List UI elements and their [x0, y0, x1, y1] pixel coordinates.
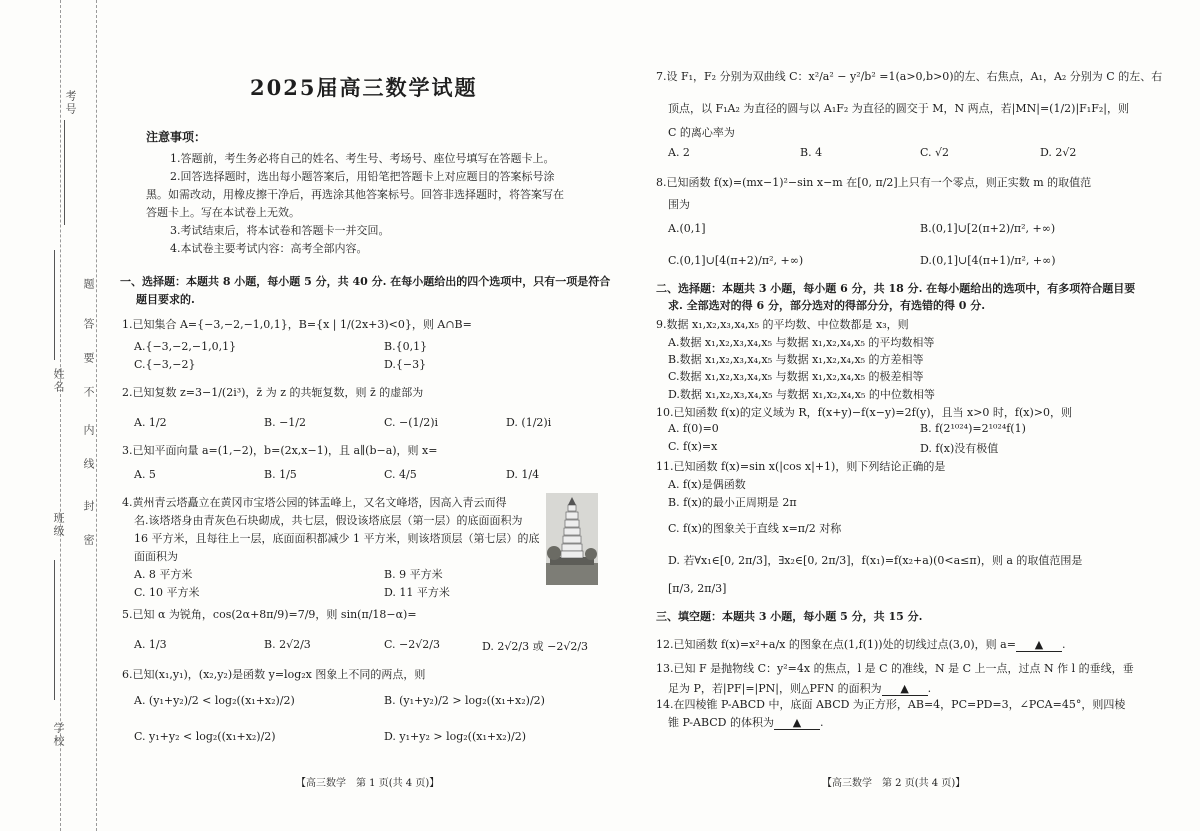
cut-line-inner	[96, 0, 97, 831]
q7-line-2: 顶点，以 F₁A₂ 为直径的圆与以 A₁F₂ 为直径的圆交于 M，N 两点，若|MN|=(1/2)|F₁F₂|，则	[668, 102, 1129, 115]
q2-option-c: C. −(1/2)i	[384, 416, 439, 429]
q14-line-2: 锥 P-ABCD 的体积为 ▲ .	[668, 716, 824, 729]
q3-option-b: B. 1/5	[264, 468, 297, 481]
q10-option-c: C. f(x)=x	[668, 440, 718, 453]
exam-title: 2025届高三数学试题	[250, 75, 478, 100]
note-line-3: 黑。如需改动，用橡皮擦干净后，再选涂其他答案标号。回答非选择题时，将答案写在	[146, 188, 564, 201]
q4-line-3: 16 平方米，且每往上一层，底面面积都减少 1 平方米，则该塔顶层（第七层）的底	[134, 532, 540, 545]
q2-stem: 2.已知复数 z=3−1/(2i³)，z̄ 为 z 的共轭复数，则 z̄ 的虚部为	[122, 386, 424, 399]
q13-line-1: 13.已知 F 是抛物线 C：y²=4x 的焦点，l 是 C 的准线，N 是 C 上一点，过点 N 作 l 的垂线，垂	[656, 662, 1134, 675]
triangle-icon: ▲	[900, 682, 909, 695]
label-kaohao: 考号	[64, 90, 77, 116]
note-line-1: 1.答题前，考生务必将自己的姓名、考生号、考场号、座位号填写在答题卡上。	[170, 152, 555, 165]
q4-option-a: A. 8 平方米	[134, 568, 193, 581]
label-xuexiao: 学校	[52, 722, 65, 748]
q7-option-c: C. √2	[920, 146, 950, 159]
section-2-heading: 二、选择题：本题共 3 小题，每小题 6 分，共 18 分. 在每小题给出的选项中，有多项符合题目要	[656, 282, 1136, 295]
section-2-heading-cont: 求. 全部选对的得 6 分，部分选对的得部分分，有选错的得 0 分.	[668, 299, 986, 312]
q3-stem: 3.已知平面向量 a=(1,−2)，b=(2x,x−1)，且 a∥(b−a)，则 x=	[122, 444, 438, 457]
q14-answer-blank	[774, 716, 820, 730]
q9-option-c: C.数据 x₁,x₂,x₃,x₄,x₅ 与数据 x₁,x₂,x₄,x₅ 的极差相等	[668, 370, 924, 383]
q12: 12.已知函数 f(x)=x²+a/x 的图象在点(1,f(1))处的切线过点(3,0)，则 a= ▲ .	[656, 638, 1066, 651]
kaohao-line	[64, 120, 65, 225]
q12-text: 12.已知函数 f(x)=x²+a/x 的图象在点(1,f(1))处的切线过点(3,0)，则 a=	[656, 638, 1016, 651]
q1-option-d: D.{−3}	[384, 358, 427, 371]
triangle-icon: ▲	[792, 716, 802, 729]
q6-option-c: C. y₁+y₂ < log₂((x₁+x₂)/2)	[134, 730, 276, 743]
q6-option-b: B. (y₁+y₂)/2 > log₂((x₁+x₂)/2)	[384, 694, 545, 707]
q11-stem: 11.已知函数 f(x)=sin x(|cos x|+1)，则下列结论正确的是	[656, 460, 946, 473]
q8-line-1: 8.已知函数 f(x)=(mx−1)²−sin x−m 在[0, π/2]上只有一个零点，则正实数 m 的取值范	[656, 176, 1092, 189]
q14-text: 锥 P-ABCD 的体积为	[668, 716, 774, 729]
q8-option-d: D.(0,1]∪[4(π+1)/π², +∞)	[920, 254, 1056, 267]
note-line-4: 答题卡上。写在本试卷上无效。	[146, 206, 300, 219]
q13-text: 足为 P，若|PF|=|PN|，则△PFN 的面积为	[668, 682, 882, 695]
q4-option-b: B. 9 平方米	[384, 568, 443, 581]
seal-word-2: 答	[82, 318, 95, 331]
q1-stem: 1.已知集合 A={−3,−2,−1,0,1}，B={x | 1/(2x+3)<0}，则 A∩B=	[122, 318, 472, 331]
q5-option-a: A. 1/3	[134, 638, 167, 651]
q1-option-a: A.{−3,−2,−1,0,1}	[134, 340, 237, 353]
section-1-heading-cont: 题目要求的.	[136, 293, 195, 306]
q8-line-2: 围为	[668, 198, 690, 211]
q4-option-d: D. 11 平方米	[384, 586, 450, 599]
q9-option-a: A.数据 x₁,x₂,x₃,x₄,x₅ 与数据 x₁,x₂,x₄,x₅ 的平均数相等	[668, 336, 935, 349]
label-xingming: 姓名	[52, 368, 65, 394]
q13-answer-blank	[882, 682, 928, 696]
q13-line-2: 足为 P，若|PF|=|PN|，则△PFN 的面积为 ▲ .	[668, 682, 932, 695]
q9-stem: 9.数据 x₁,x₂,x₃,x₄,x₅ 的平均数、中位数都是 x₃，则	[656, 318, 909, 331]
q2-option-a: A. 1/2	[134, 416, 167, 429]
q8-option-c: C.(0,1]∪[4(π+2)/π², +∞)	[668, 254, 804, 267]
q7-option-a: A. 2	[668, 146, 690, 159]
q3-option-a: A. 5	[134, 468, 156, 481]
seal-word-5: 内	[82, 424, 95, 437]
q4-option-c: C. 10 平方米	[134, 586, 200, 599]
binding-margin	[0, 0, 110, 831]
q10-stem: 10.已知函数 f(x)的定义域为 R，f(x+y)−f(x−y)=2f(y)，且当 x>0 时，f(x)>0，则	[656, 406, 1072, 419]
pagoda-photo	[546, 493, 598, 585]
q3-option-d: D. 1/4	[506, 468, 540, 481]
q9-option-b: B.数据 x₁,x₂,x₃,x₄,x₅ 与数据 x₁,x₂,x₄,x₅ 的方差相等	[668, 353, 924, 366]
q7-line-3: C 的离心率为	[668, 126, 735, 139]
q6-option-a: A. (y₁+y₂)/2 < log₂((x₁+x₂)/2)	[134, 694, 295, 707]
note-line-5: 3.考试结束后，将本试卷和答题卡一并交回。	[170, 224, 390, 237]
seal-word-8: 密	[82, 534, 95, 547]
notes-heading: 注意事项：	[146, 130, 207, 144]
seal-word-4: 不	[82, 386, 95, 399]
q5-option-d: D. 2√2/3 或 −2√2/3	[482, 640, 589, 653]
cut-line-outer	[60, 0, 61, 831]
q2-option-b: B. −1/2	[264, 416, 306, 429]
q2-option-d: D. (1/2)i	[506, 416, 552, 429]
triangle-icon: ▲	[1034, 638, 1044, 651]
q10-option-d: D. f(x)没有极值	[920, 442, 999, 455]
q7-option-d: D. 2√2	[1040, 146, 1077, 159]
q5-stem: 5.已知 α 为锐角，cos(2α+8π/9)=7/9，则 sin(π/18−α)=	[122, 608, 417, 621]
q8-option-a: A.(0,1]	[668, 222, 706, 235]
q4-line-4: 面面积为	[134, 550, 178, 563]
q11-option-d: D. 若∀x₁∈[0, 2π/3]，∃x₂∈[0, 2π/3]，f(x₁)=f(x₂+a)(0<a≤π)，则 a 的取值范围是	[668, 554, 1083, 567]
q4-line-2: 名.该塔塔身由青灰色石块砌成，共七层，假设该塔底层（第一层）的底面面积为	[134, 514, 523, 527]
seal-word-3: 要	[82, 352, 95, 365]
section-1-heading: 一、选择题：本题共 8 小题，每小题 5 分，共 40 分. 在每小题给出的四个选项中，只有一项是符合	[120, 275, 611, 288]
q14-line-1: 14.在四棱锥 P-ABCD 中，底面 ABCD 为正方形，AB=4，PC=PD=3，∠PCA=45°，则四棱	[656, 698, 1126, 711]
q10-option-b: B. f(2¹⁰²⁴)=2¹⁰²⁴f(1)	[920, 422, 1026, 435]
q8-option-b: B.(0,1]∪[2(π+2)/π², +∞)	[920, 222, 1056, 235]
seal-word-6: 线	[82, 458, 95, 471]
note-line-6: 4.本试卷主要考试内容：高考全部内容。	[170, 242, 368, 255]
banji-line	[54, 560, 55, 700]
q11-option-a: A. f(x)是偶函数	[668, 478, 746, 491]
q1-option-c: C.{−3,−2}	[134, 358, 196, 371]
q7-line-1: 7.设 F₁，F₂ 分别为双曲线 C：x²/a² − y²/b² =1(a>0,b>0)的左、右焦点，A₁，A₂ 分别为 C 的左、右	[656, 70, 1163, 83]
q11-option-c: C. f(x)的图象关于直线 x=π/2 对称	[668, 522, 842, 535]
xingming-line	[54, 250, 55, 360]
section-3-heading: 三、填空题：本题共 3 小题，每小题 5 分，共 15 分.	[656, 610, 923, 623]
q3-option-c: C. 4/5	[384, 468, 417, 481]
q6-stem: 6.已知(x₁,y₁)，(x₂,y₂)是函数 y=log₂x 图象上不同的两点，则	[122, 668, 426, 681]
q1-option-b: B.{0,1}	[384, 340, 428, 353]
q7-option-b: B. 4	[800, 146, 823, 159]
page-2-footer: 【高三数学 第 2 页(共 4 页)】	[822, 778, 966, 789]
note-line-2: 2.回答选择题时，选出每小题答案后，用铅笔把答题卡上对应题目的答案标号涂	[170, 170, 555, 183]
q11-option-b: B. f(x)的最小正周期是 2π	[668, 496, 797, 509]
page-1-footer: 【高三数学 第 1 页(共 4 页)】	[296, 778, 440, 789]
q12-answer-blank	[1016, 638, 1062, 652]
q6-option-d: D. y₁+y₂ > log₂((x₁+x₂)/2)	[384, 730, 527, 743]
q9-option-d: D.数据 x₁,x₂,x₃,x₄,x₅ 与数据 x₁,x₂,x₄,x₅ 的中位数相等	[668, 388, 935, 401]
label-banji: 班级	[52, 512, 65, 538]
q11-option-d-range: [π/3, 2π/3]	[668, 582, 727, 595]
q4-line-1: 4.黄州青云塔矗立在黄冈市宝塔公园的钵盂峰上，又名文峰塔，因高入青云而得	[122, 496, 507, 509]
seal-word-1: 题	[82, 278, 95, 291]
q5-option-c: C. −2√2/3	[384, 638, 440, 651]
seal-word-7: 封	[82, 500, 95, 513]
q10-option-a: A. f(0)=0	[668, 422, 719, 435]
q5-option-b: B. 2√2/3	[264, 638, 311, 651]
